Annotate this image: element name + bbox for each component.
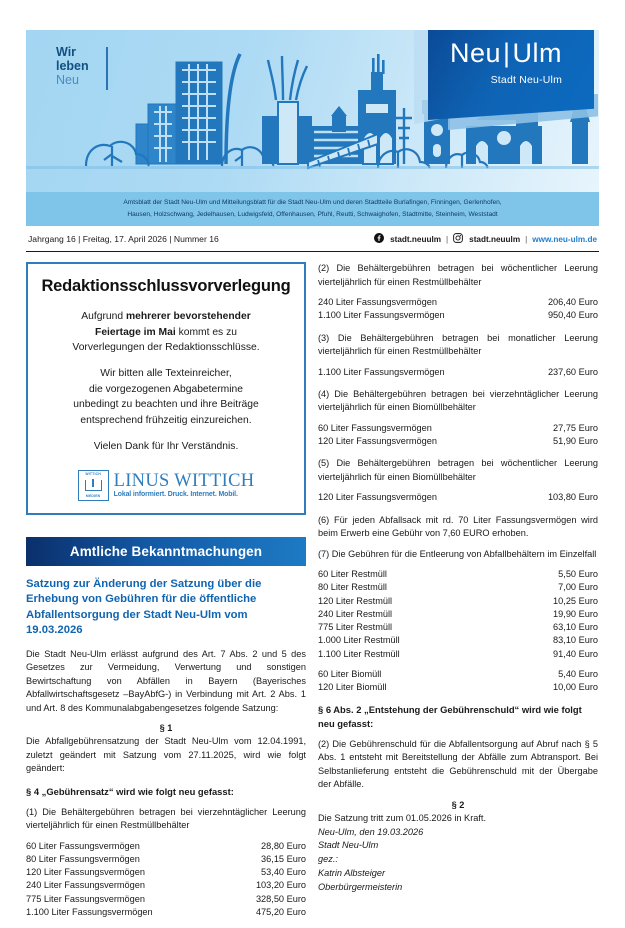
paragraph-2-text: Die Satzung tritt zum 01.05.2026 in Kraft. — [318, 812, 487, 823]
table-row — [318, 608, 598, 621]
facebook-icon[interactable] — [374, 233, 384, 245]
fee-label: 240 Liter Fassungsvermögen — [26, 880, 145, 891]
table-row — [26, 853, 306, 866]
fee-amount: 36,15 Euro — [261, 853, 306, 864]
notice-gap-2 — [40, 428, 292, 439]
signature-gez: gez.: — [318, 854, 338, 865]
fee-amount: 7,00 Euro — [558, 582, 598, 593]
notice-paragraph-2 — [40, 366, 292, 428]
table-row — [26, 879, 306, 892]
issue-details: Jahrgang 16 | Freitag, 17. April 2026 | Nummer 16 — [28, 234, 219, 245]
fee-table-item-7 — [318, 568, 598, 694]
signature-place-date: Neu-Ulm, den 19.03.2026 — [318, 826, 424, 837]
fee-amount: 91,40 Euro — [553, 648, 598, 659]
fee-label: 120 Liter Restmüll — [318, 595, 393, 606]
notice-p1-bold-1: mehrerer bevorstehender — [125, 311, 251, 323]
fee-table-item-3-body — [318, 366, 598, 379]
logo-subtitle: Stadt Neu-Ulm — [490, 74, 563, 86]
table-row — [318, 366, 598, 379]
fee-label: 120 Liter Biomüll — [318, 682, 387, 693]
right-column — [318, 262, 598, 928]
fee-label: 60 Liter Fassungsvermögen — [26, 840, 140, 851]
fee-label: 1.000 Liter Restmüll — [318, 635, 400, 646]
item-7-text: (7) Die Gebühren für die Entleerung von Abfallbehältern im Einzelfall — [318, 548, 597, 559]
wittich-name: LINUS WITTICH — [113, 470, 255, 491]
social-separator-2: | — [525, 234, 528, 244]
section-6-text: (2) Die Gebührenschuld für die Abfallentsorgung auf Abruf nach § 5 Abs. 1 entsteht mit Bereitstellung der Abfälle zum Abtransport. Bei Selbstanlieferung entsteht die Gebührenschuld mit der Übergabe der Abfälle. — [318, 738, 598, 790]
fee-label: 60 Liter Restmüll — [318, 569, 387, 580]
newsletter-page — [0, 30, 625, 927]
fee-amount: 206,40 Euro — [547, 297, 598, 308]
fee-table-item-1-body — [26, 840, 306, 920]
fee-amount: 27,75 Euro — [553, 422, 598, 433]
instagram-handle[interactable]: stadt.neuulm — [469, 234, 521, 244]
fee-amount: 53,40 Euro — [261, 867, 306, 878]
notice-paragraph-1 — [40, 309, 292, 355]
article-intro: Die Stadt Neu-Ulm erlässt aufgrund des Art. 7 Abs. 2 und 5 des Gesetzes zur Vermeidung, Verwertung und sonstigen Bewirtschaftung von Abfällen in Bayern (Bayerisches Abfallwirtschaftsgesetz –BayAbfG-) in Verbindung mit Art. 2 Abs. 1 und Art. 8 des Kommunalabgabengesetzes folgende Satzung: — [26, 648, 306, 713]
fee-amount: 10,25 Euro — [553, 595, 598, 606]
table-row — [318, 634, 598, 647]
item-6-text: (6) Für jeden Abfallsack mit rd. 70 Liter Fassungsvermögen wird beim Erwerb eine Gebühr von 7,60 EURO erhoben. — [318, 514, 598, 539]
notice-p2-line-4: entsprechend frühzeitig einzureichen. — [80, 414, 252, 426]
fee-label: 60 Liter Biomüll — [318, 668, 382, 679]
notice-p2-line-1: Wir bitten alle Texteinreicher, — [100, 368, 232, 380]
fee-label: 80 Liter Restmüll — [318, 582, 387, 593]
item-5-text: (5) Die Behältergebühren betragen bei wöchentlicher Leerung vierteljährlich für einen Biomüllbehälter — [318, 458, 598, 482]
table-row — [318, 681, 598, 694]
fee-amount: 51,90 Euro — [553, 436, 598, 447]
notice-p1-part-3: Vorverlegungen der Redaktionsschlüsse. — [72, 341, 260, 353]
fee-label: 120 Liter Fassungsvermögen — [318, 492, 437, 503]
website-link[interactable]: www.neu-ulm.de — [532, 234, 597, 244]
table-row — [318, 422, 598, 435]
paragraph-1-marker: § 1 — [159, 723, 173, 734]
logo-word-ulm: Ulm — [512, 38, 563, 68]
table-row — [26, 840, 306, 853]
fee-table-item-5-body — [318, 491, 598, 504]
notice-p1-part-2: kommt es zu — [175, 326, 237, 338]
fee-label: 1.100 Liter Fassungsvermögen — [26, 906, 153, 917]
fee-label: 240 Liter Fassungsvermögen — [318, 297, 437, 308]
signature-city: Stadt Neu-Ulm — [318, 840, 379, 851]
fee-label: 80 Liter Fassungsvermögen — [26, 853, 140, 864]
notice-p1-part-1: Aufgrund — [81, 311, 126, 323]
fee-label: 240 Liter Restmüll — [318, 608, 393, 619]
section-4-label: § 4 „Gebührensatz“ wird wie folgt neu gefasst: — [26, 786, 234, 797]
signature-role: Oberbürgermeisterin — [318, 881, 403, 892]
fee-label: 1.100 Liter Fassungsvermögen — [318, 366, 445, 377]
notice-paragraph-3: Vielen Dank für Ihr Verständnis. — [93, 441, 239, 453]
fee-table-item-4-body — [318, 422, 598, 449]
fee-amount: 19,90 Euro — [553, 608, 598, 619]
issue-info-bar — [26, 226, 599, 252]
fee-label: 775 Liter Restmüll — [318, 622, 393, 633]
table-row — [318, 648, 598, 661]
masthead-description-line-2: Hausen, Holzschwang, Jedelhausen, Ludwigsfeld, Offenhausen, Pfuhl, Reutti, Schwaighofen, Stadtmitte, Steinheim, Weststadt — [127, 210, 498, 218]
table-row — [318, 296, 598, 309]
notice-p1-bold-2: Feiertage im Mai — [95, 326, 176, 338]
tagline-divider — [106, 47, 108, 90]
table-row-spacer — [318, 661, 598, 668]
item-2-text: (2) Die Behältergebühren betragen bei wöchentlicher Leerung vierteljährlich für einen Restmüllbehälter — [318, 263, 598, 287]
paragraph-1-text: Die Abfallgebührensatzung der Stadt Neu-Ulm vom 12.04.1991, zuletzt geändert mit Satzung vom 27.11.2025, wird wie folgt geändert: — [26, 736, 306, 774]
fee-label: 120 Liter Fassungsvermögen — [26, 867, 145, 878]
fee-amount: 10,00 Euro — [553, 682, 598, 693]
table-row — [26, 893, 306, 906]
table-row — [318, 668, 598, 681]
fee-amount: 103,80 Euro — [547, 492, 598, 503]
fee-amount: 950,40 Euro — [547, 310, 598, 321]
table-row — [318, 491, 598, 504]
facebook-handle[interactable]: stadt.neuulm — [390, 234, 442, 244]
social-separator-1: | — [446, 234, 449, 244]
fee-amount: 5,40 Euro — [558, 668, 598, 679]
signature-block — [318, 826, 598, 895]
section-banner-official-announcements — [26, 537, 306, 566]
content-columns — [26, 262, 599, 928]
editorial-deadline-notice — [26, 262, 306, 515]
fee-amount: 5,50 Euro — [558, 569, 598, 580]
section-6-label: § 6 Abs. 2 „Entstehung der Gebührenschuld“ wird wie folgt neu gefasst: — [318, 704, 582, 730]
fee-label: 1.100 Liter Restmüll — [318, 648, 400, 659]
fee-amount: 63,10 Euro — [553, 622, 598, 633]
wittich-emblem-icon — [78, 470, 109, 501]
item-3-text: (3) Die Behältergebühren betragen bei monatlicher Leerung vierteljährlich für einen Restmüllbehälter — [318, 332, 598, 357]
fee-label: 120 Liter Fassungsvermögen — [318, 436, 437, 447]
fee-label: 1.100 Liter Fassungsvermögen — [318, 310, 445, 321]
fee-label: 60 Liter Fassungsvermögen — [318, 422, 432, 433]
fee-table-item-2 — [318, 296, 598, 323]
table-row — [318, 621, 598, 634]
masthead-description-strip — [26, 192, 599, 226]
paragraph-2-marker: § 2 — [451, 799, 465, 810]
tagline-line-1: Wir — [56, 45, 77, 59]
fee-table-item-2-body — [318, 296, 598, 323]
linus-wittich-logo — [40, 470, 292, 501]
fee-table-item-1 — [26, 840, 306, 920]
neu-ulm-logo — [414, 30, 599, 156]
item-4-text: (4) Die Behältergebühren betragen bei vierzehntäglicher Leerung vierteljährlich für einen Biomüllbehälter — [318, 388, 598, 413]
masthead-description-line-1: Amtsblatt der Stadt Neu-Ulm und Mitteilungsblatt für die Stadt Neu-Ulm und deren Stadtteile Burlafingen, Finningen, Gerlenhofen, — [123, 199, 502, 206]
logo-text — [450, 40, 562, 86]
table-row — [318, 309, 598, 322]
wittich-tagline: Lokal informiert. Druck. Internet. Mobil. — [113, 491, 238, 499]
wittich-wordmark — [114, 472, 255, 499]
tagline-line-2: leben — [56, 59, 89, 73]
table-row — [318, 435, 598, 448]
article-title: Satzung zur Änderung der Satzung über die Erhebung von Gebühren für die öffentliche Abfallentsorgung der Stadt Neu-Ulm vom 19.03.2026 — [26, 577, 262, 637]
wittich-emblem-top: WITTICH — [85, 472, 101, 477]
notice-gap-1 — [40, 355, 292, 366]
fee-table-item-4 — [318, 422, 598, 449]
fee-amount: 83,10 Euro — [553, 635, 598, 646]
table-row — [26, 906, 306, 919]
banner-label: Amtliche Bekanntmachungen — [69, 543, 263, 559]
fee-label: 775 Liter Fassungsvermögen — [26, 893, 145, 904]
masthead-banner — [26, 30, 599, 192]
fee-amount: 237,60 Euro — [547, 366, 598, 377]
item-1-text: (1) Die Behältergebühren betragen bei vierzehntäglicher Leerung vierteljährlich für einen Restmüllbehälter — [26, 806, 306, 831]
fee-amount: 328,50 Euro — [255, 893, 306, 904]
tagline — [56, 45, 89, 87]
fee-table-item-3 — [318, 366, 598, 379]
fee-amount: 28,80 Euro — [261, 840, 306, 851]
fee-amount: 103,20 Euro — [255, 880, 306, 891]
wittich-emblem-bottom: MEDIEN — [85, 494, 101, 499]
fee-table-item-5 — [318, 491, 598, 504]
fee-amount: 475,20 Euro — [255, 906, 306, 917]
logo-word-neu: Neu — [450, 38, 502, 68]
wittich-emblem-glyph — [85, 480, 102, 491]
social-links — [374, 233, 597, 245]
logo-divider-bar: | — [503, 38, 511, 68]
table-row — [318, 581, 598, 594]
left-column — [26, 262, 306, 928]
table-row — [318, 595, 598, 608]
table-row — [318, 568, 598, 581]
signature-name: Katrin Albsteiger — [318, 867, 386, 878]
notice-p2-line-2: die vorgezogenen Abgabetermine — [89, 383, 243, 395]
fee-table-item-7-body — [318, 568, 598, 694]
logo-wordmark — [450, 40, 562, 67]
notice-p2-line-3: unbedingt zu beachten und ihre Beiträge — [73, 399, 259, 411]
tagline-line-3: Neu — [56, 73, 79, 87]
notice-title: Redaktionsschlussvorverlegung — [41, 277, 291, 296]
instagram-icon[interactable] — [453, 233, 463, 245]
table-row — [26, 866, 306, 879]
